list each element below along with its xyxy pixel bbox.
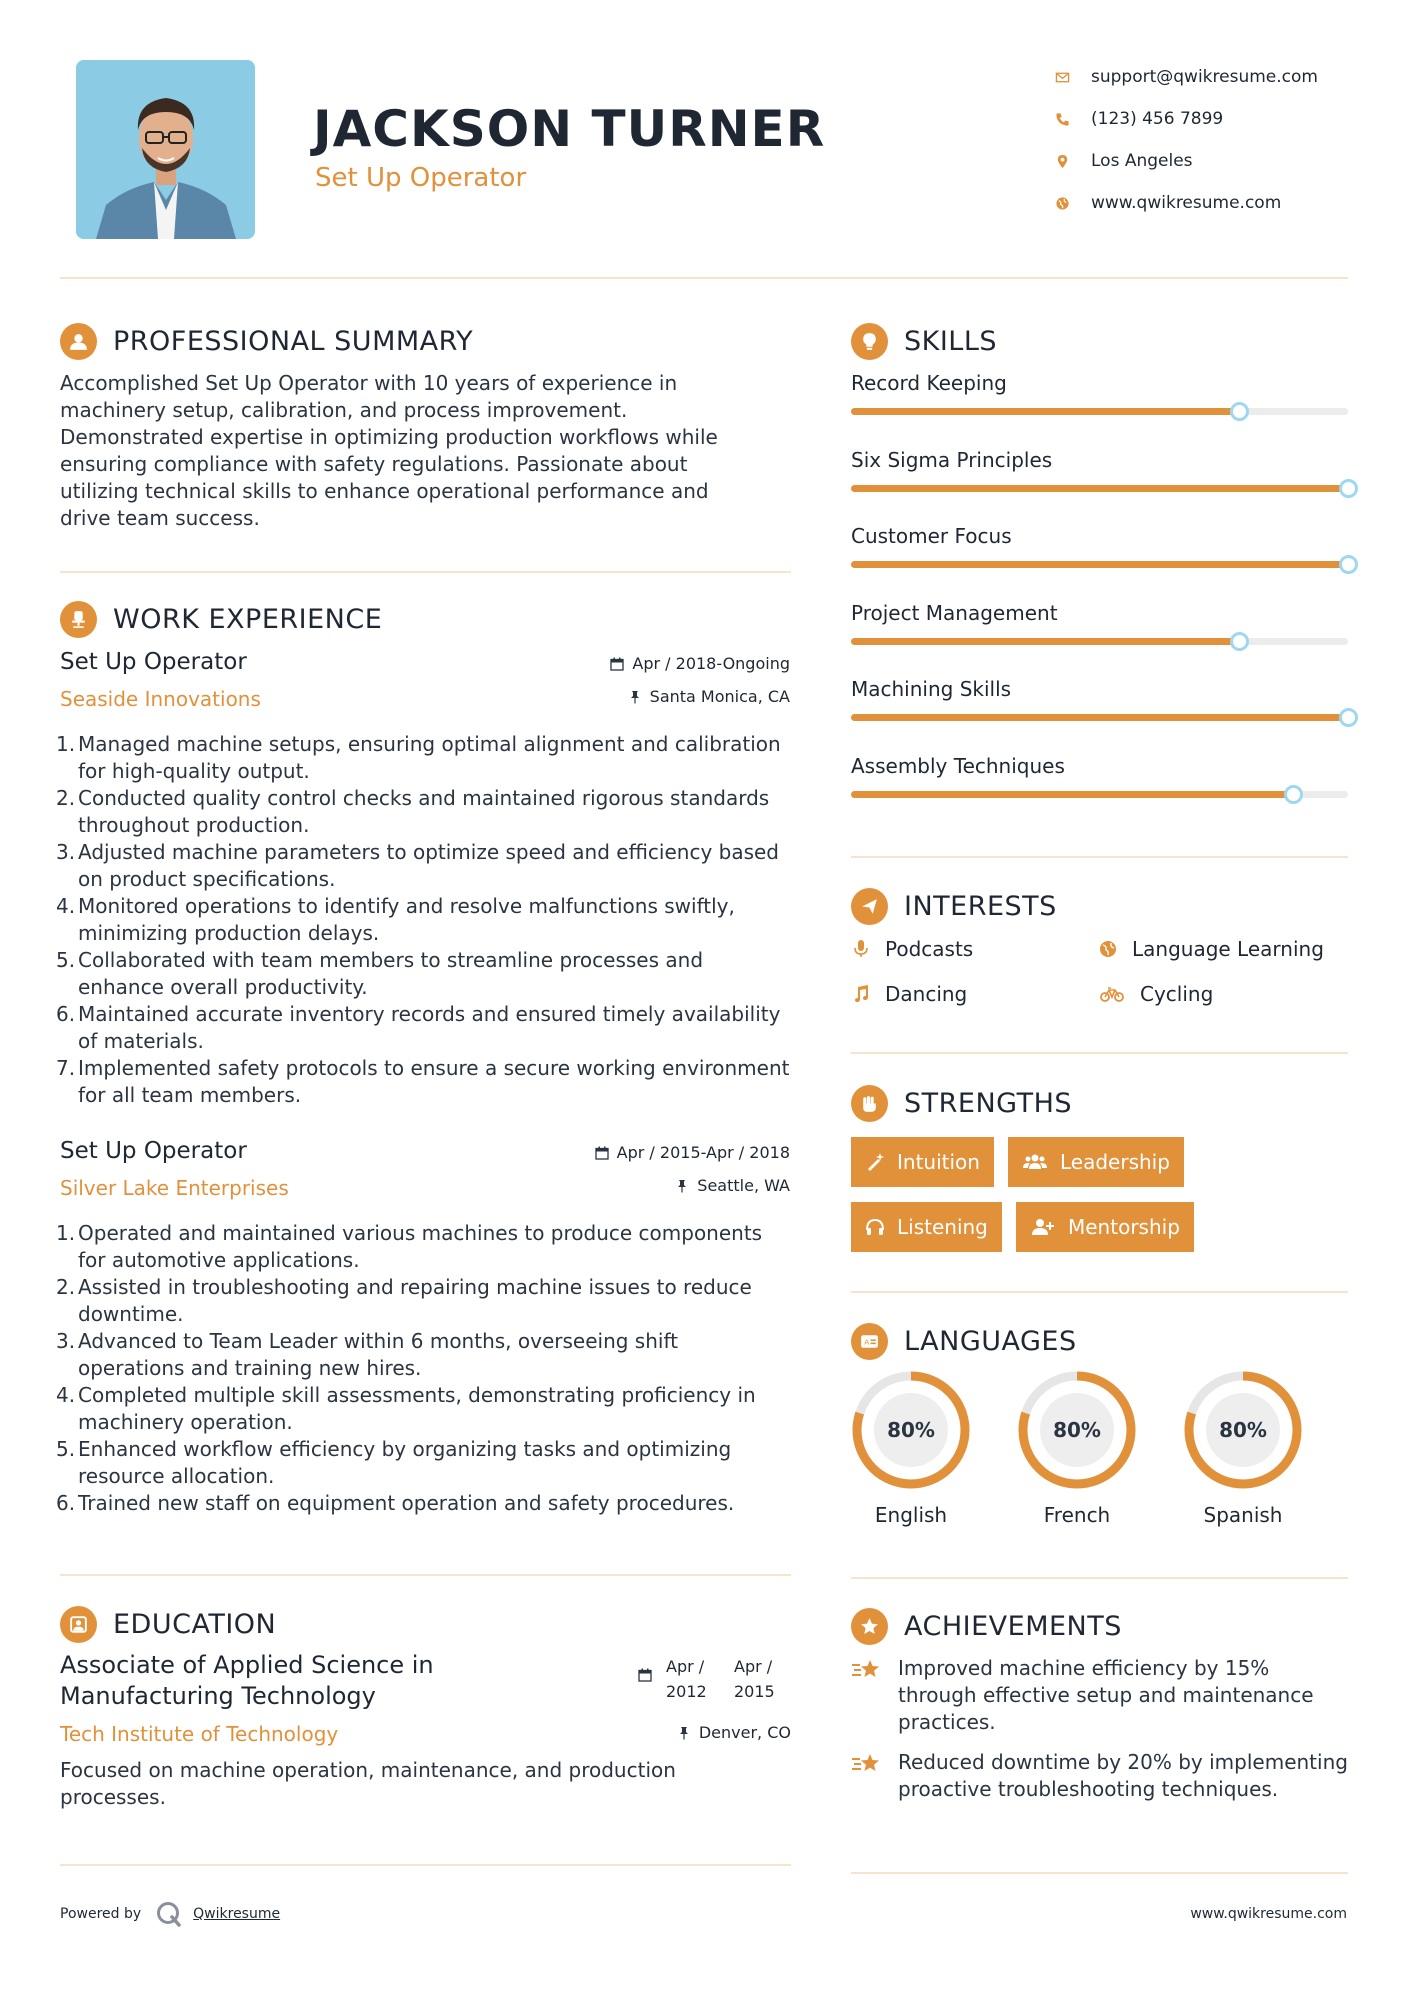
- strengths-heading: [851, 1085, 1072, 1122]
- skills-divider: [851, 856, 1348, 858]
- job-duty-text: Trained new staff on equipment operation and safety procedures.: [78, 1491, 735, 1515]
- languages-divider: [851, 1577, 1348, 1579]
- job-duty-item: [56, 1436, 790, 1490]
- footer-powered-by: [60, 1900, 280, 1928]
- summary-divider: [60, 571, 791, 573]
- interest-label: Dancing: [885, 982, 968, 1006]
- strength-badge: [851, 1202, 1002, 1252]
- language-percent: 80%: [1219, 1418, 1267, 1442]
- job-company: Silver Lake Enterprises: [60, 1176, 289, 1200]
- job-duties-list: [56, 1220, 790, 1517]
- strengths-divider: [851, 1291, 1348, 1293]
- language-ring: [850, 1369, 972, 1491]
- skill-bar-fill: [851, 791, 1293, 798]
- skill-bar-track: [851, 561, 1348, 568]
- contact-phone[interactable]: [1055, 98, 1318, 140]
- job-duty-item: [56, 1001, 790, 1055]
- interest-label: Podcasts: [885, 937, 974, 961]
- candidate-name: JACKSON TURNER: [313, 100, 826, 158]
- job-duty-text: Operated and maintained various machines to produce components for automotive applications.: [78, 1221, 763, 1272]
- job-duty-text: Implemented safety protocols to ensure a secure working environment for all team members.: [78, 1056, 790, 1107]
- achievements-divider: [851, 1872, 1348, 1874]
- experience-heading-text: WORK EXPERIENCE: [113, 604, 383, 635]
- achievements-heading: [851, 1608, 1122, 1645]
- experience-divider: [60, 1574, 791, 1576]
- strength-badge: [851, 1137, 994, 1187]
- skill-item: [851, 601, 1348, 625]
- skill-level-knob: [1284, 785, 1303, 804]
- map-pin-icon: [1055, 154, 1091, 169]
- interest-podcasts: [851, 937, 973, 961]
- interest-dancing: [851, 982, 967, 1006]
- skill-bar-fill: [851, 638, 1239, 645]
- list-number: 7.: [56, 1056, 76, 1080]
- skill-level-knob: [1339, 479, 1358, 498]
- language-name: English: [874, 1503, 948, 1527]
- job-duty-item: [56, 839, 790, 893]
- job-location-text: Seattle, WA: [697, 1176, 790, 1195]
- globe-icon: [1055, 196, 1091, 211]
- education-start-date: Apr / 2012: [666, 1657, 707, 1701]
- qwikresume-logo-icon: [155, 1900, 183, 1928]
- skill-label: Customer Focus: [851, 524, 1012, 548]
- list-number: 5.: [56, 1437, 76, 1461]
- lightbulb-icon: [851, 323, 888, 360]
- skill-bar-fill: [851, 485, 1348, 492]
- education-location: [677, 1723, 791, 1742]
- graduate-icon: [60, 1606, 97, 1643]
- microphone-icon: [851, 939, 871, 959]
- skills-heading-text: SKILLS: [904, 326, 998, 357]
- job-date: [595, 1143, 790, 1162]
- shooting-star-icon: [851, 1657, 885, 1685]
- list-number: 1.: [56, 1221, 76, 1245]
- footer-website[interactable]: www.qwikresume.com: [1190, 1906, 1347, 1922]
- education-location-text: Denver, CO: [698, 1723, 791, 1742]
- skill-level-knob: [1230, 632, 1249, 651]
- job-duty-item: [56, 1274, 790, 1328]
- language-percent: 80%: [1053, 1418, 1101, 1442]
- education-dates: [638, 1654, 784, 1704]
- headphones-icon: [865, 1217, 885, 1237]
- list-number: 4.: [56, 894, 76, 918]
- skill-label: Project Management: [851, 600, 1058, 625]
- job-duty-text: Advanced to Team Leader within 6 months, overseeing shift operations and training new hires.: [78, 1329, 678, 1380]
- job-duty-item: [56, 1055, 790, 1109]
- list-number: 6.: [56, 1491, 76, 1515]
- skill-bar-fill: [851, 714, 1348, 721]
- strength-label: Intuition: [897, 1150, 980, 1174]
- interest-language-learning: [1098, 937, 1324, 961]
- skill-level-knob: [1230, 402, 1249, 421]
- language-item: [1182, 1369, 1304, 1527]
- contact-location-text: Los Angeles: [1091, 151, 1193, 171]
- star-badge-icon: [851, 1608, 888, 1645]
- job-duty-text: Managed machine setups, ensuring optimal alignment and calibration for high-quality output.: [78, 732, 781, 783]
- summary-text: Accomplished Set Up Operator with 10 years of experience in machinery setup, calibration, and process improvement. Demonstrated expertise in optimizing production workflows while ensuring compliance with safety regulations. Passionate about utilizing technical skills to enhance operational performance and drive team success.: [60, 371, 718, 530]
- skill-label: Assembly Techniques: [851, 753, 1065, 778]
- job-duty-text: Enhanced workflow efficiency by organizing tasks and optimizing resource allocation.: [78, 1437, 732, 1488]
- job-duty-item: [56, 785, 790, 839]
- interests-heading: [851, 888, 1057, 925]
- job-duty-text: Assisted in troubleshooting and repairing machine issues to reduce downtime.: [78, 1275, 752, 1326]
- skill-label: Record Keeping: [851, 371, 1007, 395]
- strength-label: Listening: [897, 1215, 988, 1239]
- list-number: 5.: [56, 948, 76, 972]
- skill-bar-track: [851, 791, 1348, 798]
- skill-bar-fill: [851, 408, 1239, 415]
- phone-icon: [1055, 112, 1091, 127]
- paper-plane-icon: [851, 888, 888, 925]
- summary-heading-text: PROFESSIONAL SUMMARY: [113, 326, 474, 357]
- user-plus-icon: [1030, 1217, 1056, 1237]
- job-entry: [56, 1138, 790, 1518]
- job-duty-item: [56, 1382, 790, 1436]
- job-title: Set Up Operator: [60, 649, 247, 675]
- bicycle-icon: [1098, 984, 1126, 1004]
- skill-bar-track: [851, 714, 1348, 721]
- job-duties-list: [56, 731, 790, 1109]
- education-heading-text: EDUCATION: [113, 1609, 277, 1640]
- job-title: Set Up Operator: [60, 1138, 247, 1164]
- skill-label: Machining Skills: [851, 677, 1012, 701]
- list-number: 3.: [56, 1329, 76, 1353]
- list-number: 3.: [56, 840, 76, 864]
- job-location: [675, 1176, 790, 1195]
- job-company: Seaside Innovations: [60, 687, 261, 711]
- language-ring: [1016, 1369, 1138, 1491]
- list-number: 1.: [56, 732, 76, 756]
- list-number: 4.: [56, 1383, 76, 1407]
- job-duty-text: Monitored operations to identify and resolve malfunctions swiftly, minimizing production delays.: [78, 894, 735, 945]
- contact-email-text: support@qwikresume.com: [1091, 67, 1318, 87]
- skill-level-knob: [1339, 555, 1358, 574]
- language-item: [1016, 1369, 1138, 1527]
- achievement-item: [851, 1655, 1351, 1736]
- school-name: Tech Institute of Technology: [60, 1722, 339, 1746]
- language-card-icon: [851, 1323, 888, 1360]
- list-number: 2.: [56, 1275, 76, 1299]
- language-ring: [1182, 1369, 1304, 1491]
- pushpin-icon: [628, 690, 642, 704]
- education-heading: [60, 1606, 276, 1643]
- list-number: 2.: [56, 786, 76, 810]
- job-duty-item: [56, 731, 790, 785]
- contact-info: [1055, 56, 1318, 224]
- interest-cycling: [1098, 982, 1213, 1006]
- pushpin-icon: [675, 1179, 689, 1193]
- strength-label: Leadership: [1060, 1150, 1170, 1174]
- job-duty-text: Collaborated with team members to streamline processes and enhance overall productivity.: [78, 948, 704, 999]
- contact-email[interactable]: [1055, 56, 1318, 98]
- job-duty-item: [56, 1220, 790, 1274]
- header-divider: [60, 277, 1348, 279]
- shooting-star-icon: [851, 1751, 885, 1779]
- svg-text:A: A: [864, 1337, 870, 1347]
- magic-wand-icon: [865, 1152, 885, 1172]
- calendar-icon: [610, 657, 624, 671]
- powered-by-label: Powered by: [60, 1906, 142, 1922]
- contact-website-text: www.qwikresume.com: [1091, 193, 1282, 213]
- job-date-text: Apr / 2018-Ongoing: [632, 654, 790, 673]
- user-icon: [60, 323, 97, 360]
- language-item: [850, 1369, 972, 1527]
- interest-label: Cycling: [1140, 982, 1214, 1006]
- languages-heading-text: LANGUAGES: [904, 1326, 1077, 1357]
- strength-label: Mentorship: [1068, 1215, 1180, 1239]
- languages-heading: [851, 1323, 1077, 1360]
- skill-item: [851, 677, 1348, 701]
- pushpin-icon: [677, 1726, 691, 1740]
- candidate-title: Set Up Operator: [315, 163, 527, 193]
- job-duty-item: [56, 893, 790, 947]
- job-duty-item: [56, 1490, 790, 1517]
- skill-level-knob: [1339, 708, 1358, 727]
- profile-photo-image: [76, 60, 255, 239]
- contact-website[interactable]: [1055, 182, 1318, 224]
- language-percent: 80%: [887, 1418, 935, 1442]
- strength-badge: [1016, 1202, 1194, 1252]
- skill-bar-track: [851, 408, 1348, 415]
- job-date-text: Apr / 2015-Apr / 2018: [616, 1143, 790, 1162]
- skill-bar-fill: [851, 561, 1348, 568]
- achievement-text: Reduced downtime by 20% by implementing proactive troubleshooting techniques.: [898, 1750, 1348, 1801]
- calendar-icon: [595, 1146, 609, 1160]
- education-description: Focused on machine operation, maintenance, and production processes.: [60, 1758, 676, 1809]
- skill-label: Six Sigma Principles: [851, 447, 1053, 472]
- achievement-item: [851, 1749, 1351, 1803]
- profile-photo: [76, 60, 255, 239]
- office-chair-icon: [60, 601, 97, 638]
- qwikresume-link[interactable]: Qwikresume: [193, 1906, 281, 1922]
- skill-bar-track: [851, 638, 1348, 645]
- job-date: [610, 654, 790, 673]
- envelope-icon: [1055, 70, 1091, 85]
- music-note-icon: [851, 984, 871, 1004]
- job-duty-text: Maintained accurate inventory records and ensured timely availability of materials.: [78, 1002, 781, 1053]
- interest-label: Language Learning: [1132, 937, 1324, 961]
- interests-heading-text: INTERESTS: [904, 891, 1057, 922]
- globe-icon: [1098, 939, 1118, 959]
- degree-title: Associate of Applied Science in Manufacturing Technology: [60, 1651, 434, 1710]
- education-divider: [60, 1864, 791, 1866]
- strength-badge: [1008, 1137, 1184, 1187]
- skill-item: [851, 754, 1348, 778]
- strengths-heading-text: STRENGTHS: [904, 1088, 1073, 1119]
- job-duty-text: Adjusted machine parameters to optimize speed and efficiency based on product specifications.: [78, 840, 780, 891]
- job-duty-text: Conducted quality control checks and maintained rigorous standards throughout production.: [78, 786, 770, 837]
- list-number: 6.: [56, 1002, 76, 1026]
- calendar-icon: [638, 1668, 652, 1682]
- skill-item: [851, 371, 1348, 395]
- achievements-heading-text: ACHIEVEMENTS: [904, 1611, 1122, 1642]
- contact-location: [1055, 140, 1318, 182]
- job-location: [628, 687, 790, 706]
- summary-heading: [60, 323, 473, 360]
- job-duty-item: [56, 1328, 790, 1382]
- language-name: Spanish: [1203, 1503, 1283, 1527]
- job-duty-text: Completed multiple skill assessments, demonstrating proficiency in machinery operation.: [78, 1383, 756, 1434]
- experience-heading: [60, 601, 382, 638]
- achievement-text: Improved machine efficiency by 15% through effective setup and maintenance practices.: [898, 1656, 1314, 1734]
- education-end-date: Apr / 2015: [734, 1657, 775, 1701]
- skill-item: [851, 448, 1348, 472]
- contact-phone-text: (123) 456 7899: [1091, 109, 1224, 129]
- job-location-text: Santa Monica, CA: [649, 687, 790, 706]
- interests-divider: [851, 1052, 1348, 1054]
- skills-heading: [851, 323, 997, 360]
- language-name: French: [1043, 1503, 1111, 1527]
- job-entry: [56, 649, 790, 1109]
- skill-bar-track: [851, 485, 1348, 492]
- fist-icon: [851, 1085, 888, 1122]
- skill-item: [851, 524, 1348, 548]
- job-duty-item: [56, 947, 790, 1001]
- group-icon: [1022, 1152, 1048, 1172]
